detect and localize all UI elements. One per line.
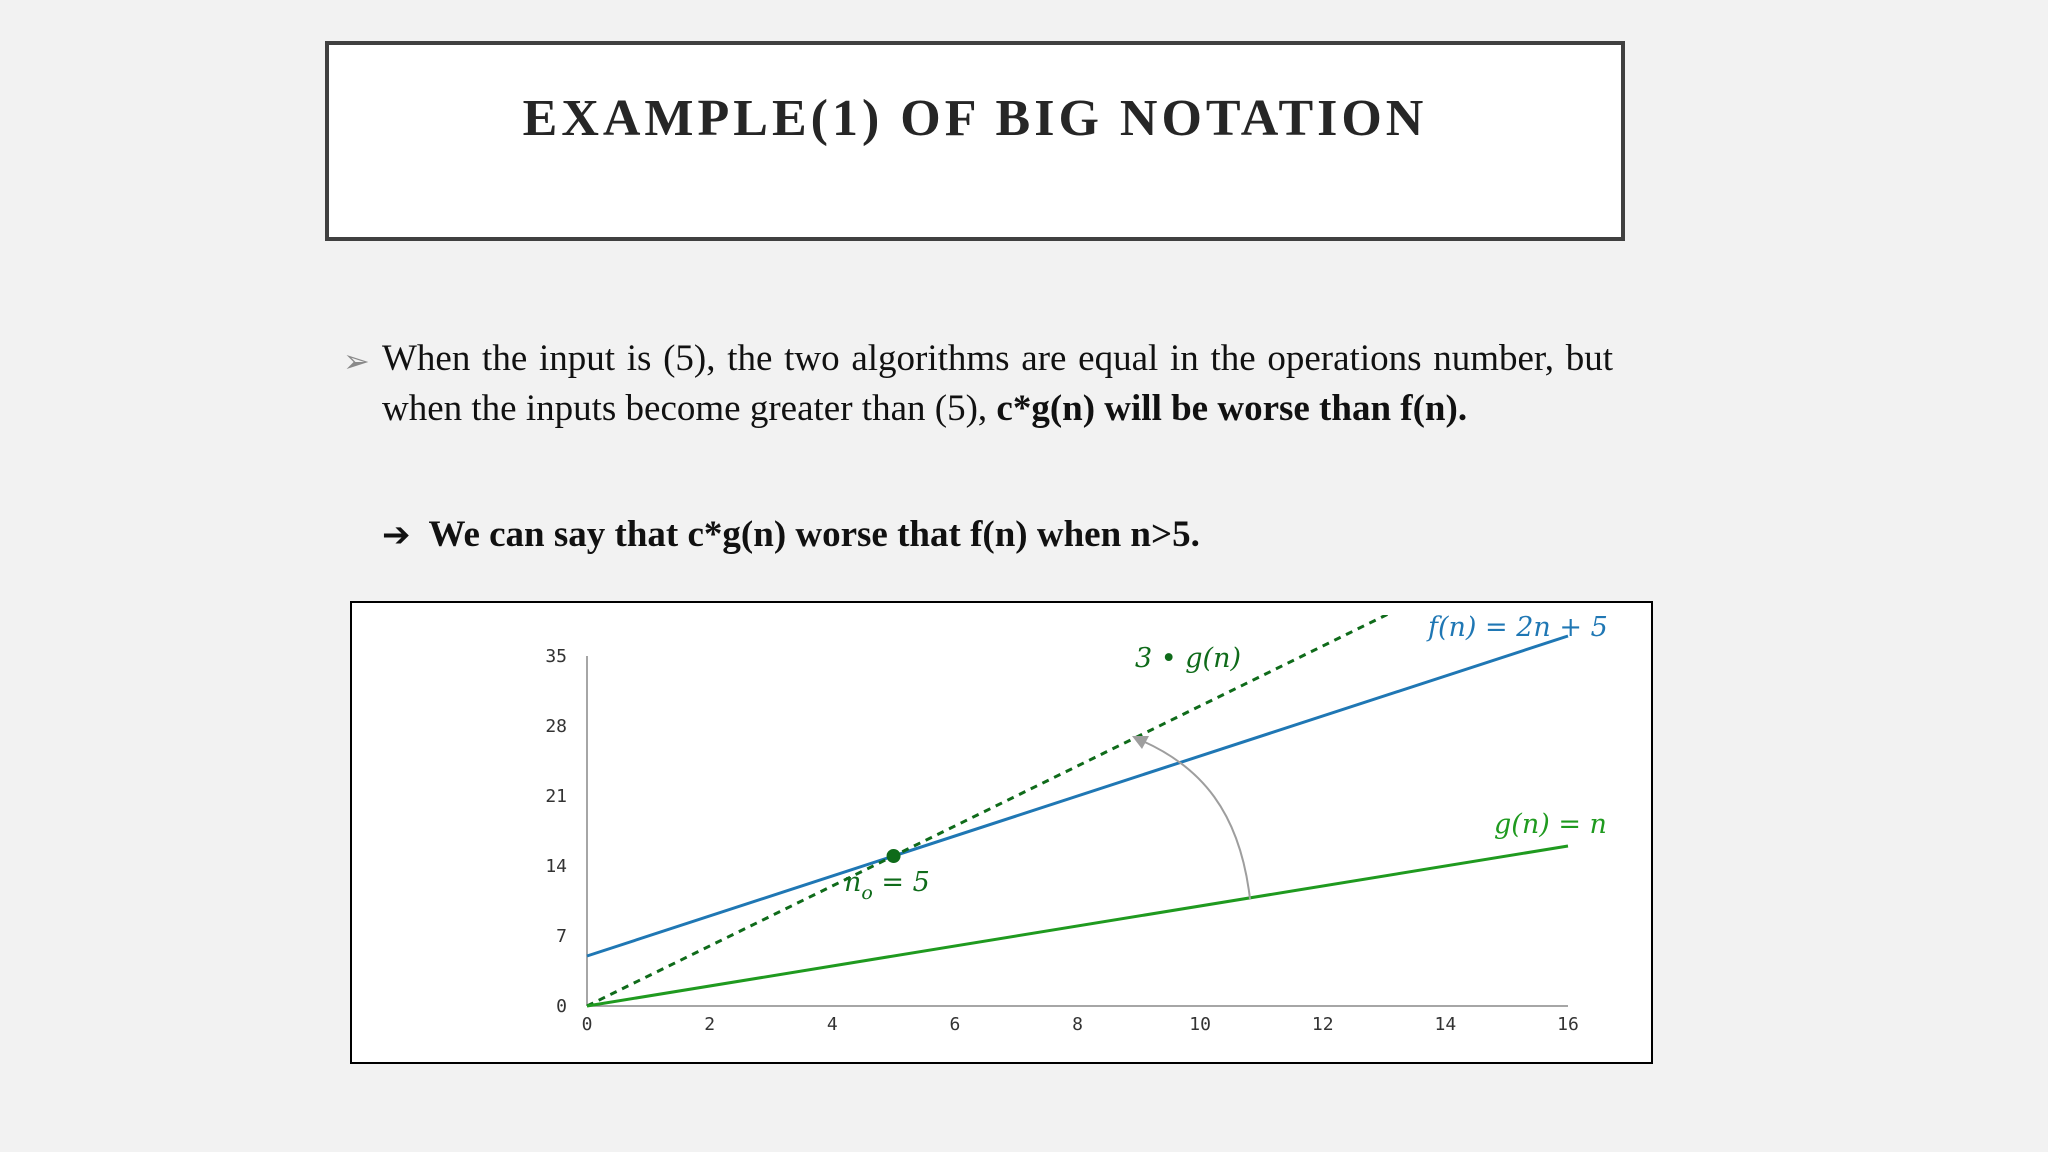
y-tick-label: 21 xyxy=(545,786,567,807)
bullet-point xyxy=(343,334,1613,434)
label-3-g-of-n: 3 • g(n) xyxy=(1135,643,1242,674)
series-3g-line xyxy=(587,603,1568,1006)
intersection-point xyxy=(887,849,901,863)
title-box xyxy=(325,41,1625,241)
chart-frame xyxy=(350,601,1653,1064)
big-o-chart xyxy=(352,603,1651,1062)
y-tick-label: 0 xyxy=(556,996,567,1017)
x-tick-label: 10 xyxy=(1189,1014,1211,1035)
series-f-line xyxy=(587,636,1568,956)
conclusion-text: We can say that c*g(n) worse that f(n) when n>5. xyxy=(428,514,1200,555)
y-tick-label: 28 xyxy=(545,716,567,737)
hollow-arrowhead-icon: ➢ xyxy=(343,343,370,379)
x-tick-label: 14 xyxy=(1434,1014,1457,1035)
x-tick-label: 2 xyxy=(704,1014,716,1035)
y-tick-label: 14 xyxy=(545,856,567,877)
slide-title: EXAMPLE(1) OF BIG NOTATION xyxy=(522,90,1428,147)
label-n-zero: $n_o = 5$ xyxy=(844,867,930,904)
bold-right-arrow-icon: ➔ xyxy=(382,515,411,555)
scale-arrow xyxy=(1138,739,1250,899)
y-tick-label: 35 xyxy=(545,646,567,667)
label-f-of-n: f(n) = 2n + 5 xyxy=(1428,612,1608,643)
x-tick-label: 4 xyxy=(826,1014,838,1035)
bullet-text xyxy=(382,334,1613,434)
series-g-line xyxy=(587,846,1568,1006)
conclusion-line xyxy=(382,513,1200,556)
y-tick-label: 7 xyxy=(556,926,567,947)
x-tick-label: 6 xyxy=(949,1014,961,1035)
x-tick-label: 8 xyxy=(1072,1014,1083,1035)
bullet-bold-text: c*g(n) will be worse than f(n). xyxy=(996,388,1468,429)
x-tick-label: 16 xyxy=(1557,1014,1579,1035)
label-g-of-n: g(n) = n xyxy=(1494,809,1607,840)
bullet-main-text: When the input is (5), the two algorithms are equal in the operations number, but when the inputs become greater than (5), xyxy=(382,338,1613,429)
x-tick-label: 12 xyxy=(1311,1014,1334,1035)
x-tick-label: 0 xyxy=(581,1014,593,1035)
